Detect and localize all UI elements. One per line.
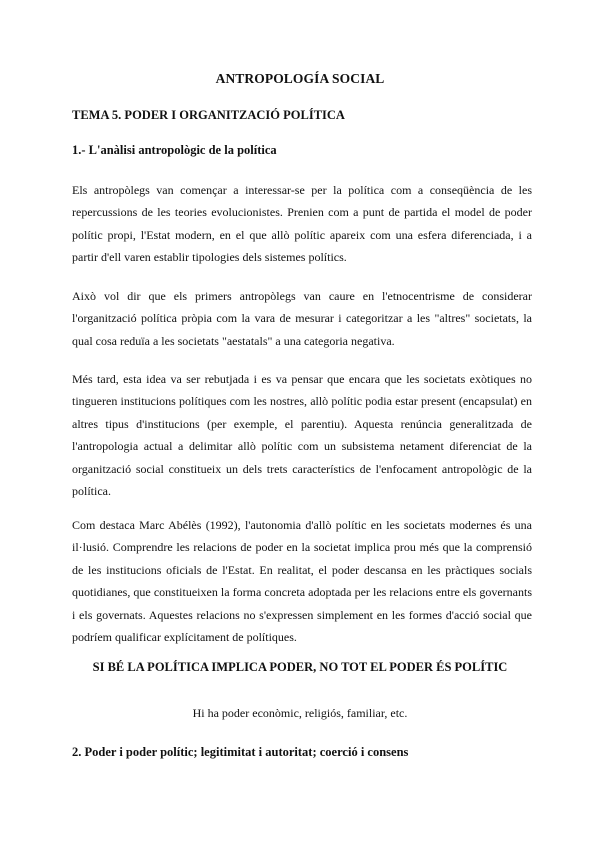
document-title: ANTROPOLOGÍA SOCIAL: [215, 71, 385, 86]
paragraph-3: Més tard, esta idea va ser rebutjada i es va pensar que encara que les societats exòtiques no tingueren institucions polítiques com les nostres, allò polític podia estar present (encapsulat) en altres tipus d'institucions (per exemple, el parentiu). Aquesta renúncia generalitzada de l'antropologia actual a delimitar allò polític com un subsistema netament diferenciat de la organització social constitueix un dels trets característics de l'enfocament antropològic de la política.: [72, 372, 532, 499]
paragraph-2: Això vol dir que els primers antropòlegs van caure en l'etnocentrisme de considerar l'organització política pròpia com la vara de mesurar i categoritzar a les "altres" societats, la qual cosa reduïa a les societats "aestatals" a una categoria negativa.: [72, 289, 532, 348]
emphasis-statement: SI BÉ LA POLÍTICA IMPLICA PODER, NO TOT EL PODER ÉS POLÍTIC: [92, 660, 508, 674]
topic-heading: TEMA 5. PODER I ORGANITZACIÓ POLÍTICA: [72, 108, 345, 122]
paragraph-4: Com destaca Marc Abélès (1992), l'autonomia d'allò polític en les societats modernes és una il·lusió. Comprendre les relacions de poder en la societat implica prou més que la comprensió de les institucions oficials de l'Estat. En realitat, el poder descansa en les pràctiques socials quotidianes, que constitueixen la forma concreta adoptada per les relacions entre els governants i els governats. Aquestes relacions no s'expressen simplement en les formes d'acció social que podríem qualificar explícitament de polítiques.: [72, 518, 532, 645]
paragraph-1: Els antropòlegs van començar a interessar-se per la política com a conseqüència de les repercussions de les teories evolucionistes. Prenien com a punt de partida el model de poder polític propi, l'Estat modern, en el que allò polític apareix com una esfera diferenciada, i a partir d'ell varen establir tipologies dels sistemes polítics.: [72, 183, 532, 265]
section-1-heading: 1.- L'anàlisi antropològic de la política: [72, 143, 277, 157]
note-line: Hi ha poder econòmic, religiós, familiar, etc.: [192, 706, 408, 720]
section-2-heading: 2. Poder i poder polític; legitimitat i autoritat; coerció i consens: [72, 745, 409, 759]
